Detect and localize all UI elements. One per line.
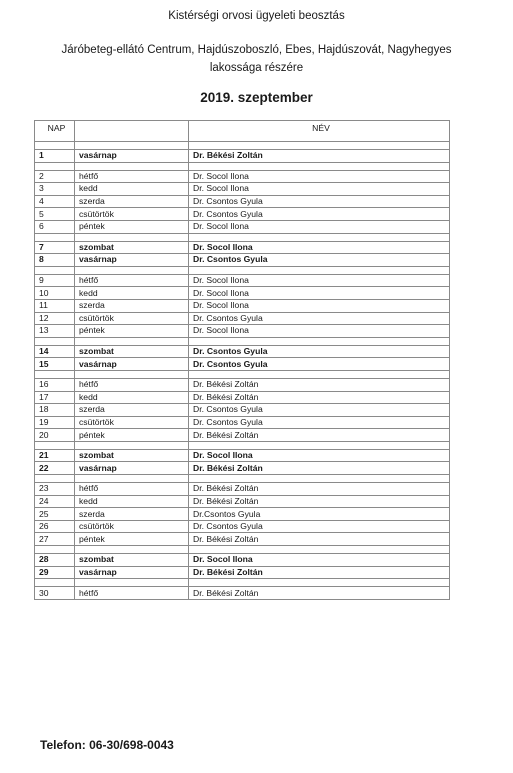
doctor-name-cell: Dr. Socol Ilona	[189, 449, 450, 462]
spacer-cell	[35, 546, 75, 554]
table-row	[35, 520, 450, 533]
day-number-cell: 8	[35, 254, 75, 267]
doctor-name-cell: Dr. Socol Ilona	[189, 183, 450, 196]
weekday-cell: vasárnap	[75, 462, 189, 475]
table-row	[35, 378, 450, 391]
day-number-cell: 2	[35, 170, 75, 183]
spacer-cell	[189, 142, 450, 150]
doctor-name-cell: Dr. Csontos Gyula	[189, 254, 450, 267]
weekday-cell: vasárnap	[75, 150, 189, 163]
spacer-cell	[35, 266, 75, 274]
spacer-cell	[35, 579, 75, 587]
day-number-cell: 17	[35, 391, 75, 404]
day-number-cell: 21	[35, 449, 75, 462]
spacer-row	[35, 142, 450, 150]
day-number-cell: 26	[35, 520, 75, 533]
doctor-name-cell: Dr. Csontos Gyula	[189, 195, 450, 208]
doctor-name-cell: Dr. Socol Ilona	[189, 241, 450, 254]
spacer-cell	[189, 337, 450, 345]
spacer-cell	[75, 579, 189, 587]
day-number-cell: 11	[35, 299, 75, 312]
table-row	[35, 254, 450, 267]
table-row	[35, 299, 450, 312]
table-row	[35, 429, 450, 442]
day-number-cell: 5	[35, 208, 75, 221]
day-number-cell: 24	[35, 495, 75, 508]
column-header-nev: NÉV	[189, 121, 450, 142]
spacer-cell	[35, 370, 75, 378]
weekday-cell: csütörtök	[75, 312, 189, 325]
weekday-cell: csütörtök	[75, 416, 189, 429]
weekday-cell: vasárnap	[75, 566, 189, 579]
table-row	[35, 554, 450, 567]
phone-number: Telefon: 06-30/698-0043	[40, 738, 174, 752]
doctor-name-cell: Dr. Socol Ilona	[189, 287, 450, 300]
table-row	[35, 183, 450, 196]
doctor-name-cell: Dr. Békési Zoltán	[189, 429, 450, 442]
doctor-name-cell: Dr. Csontos Gyula	[189, 345, 450, 358]
table-row	[35, 449, 450, 462]
weekday-cell: hétfő	[75, 483, 189, 496]
doctor-name-cell: Dr. Csontos Gyula	[189, 520, 450, 533]
table-body	[35, 142, 450, 600]
day-number-cell: 6	[35, 220, 75, 233]
spacer-cell	[35, 142, 75, 150]
doctor-name-cell: Dr. Békési Zoltán	[189, 587, 450, 600]
table-row	[35, 345, 450, 358]
spacer-cell	[75, 475, 189, 483]
day-number-cell: 22	[35, 462, 75, 475]
spacer-cell	[75, 142, 189, 150]
weekday-cell: kedd	[75, 287, 189, 300]
weekday-cell: hétfő	[75, 378, 189, 391]
institution-line: Járóbeteg-ellátó Centrum, Hajdúszoboszló, Ebes, Hajdúszovát, Nagyhegyes	[61, 44, 452, 56]
spacer-cell	[189, 233, 450, 241]
day-number-cell: 23	[35, 483, 75, 496]
table-row	[35, 170, 450, 183]
doctor-name-cell: Dr. Békési Zoltán	[189, 483, 450, 496]
table-row	[35, 462, 450, 475]
weekday-cell: szombat	[75, 345, 189, 358]
spacer-row	[35, 441, 450, 449]
table-row	[35, 220, 450, 233]
day-number-cell: 10	[35, 287, 75, 300]
spacer-row	[35, 337, 450, 345]
weekday-cell: hétfő	[75, 274, 189, 287]
doctor-name-cell: Dr. Békési Zoltán	[189, 150, 450, 163]
doctor-name-cell: Dr. Békési Zoltán	[189, 495, 450, 508]
table-row	[35, 566, 450, 579]
spacer-cell	[189, 266, 450, 274]
table-row	[35, 150, 450, 163]
doctor-name-cell: Dr. Csontos Gyula	[189, 404, 450, 417]
table-row	[35, 358, 450, 371]
document-title: Kistérségi orvosi ügyeleti beosztás	[168, 10, 345, 22]
spacer-cell	[75, 162, 189, 170]
doctor-name-cell: Dr. Békési Zoltán	[189, 391, 450, 404]
weekday-cell: péntek	[75, 429, 189, 442]
table-row	[35, 533, 450, 546]
day-number-cell: 9	[35, 274, 75, 287]
day-number-cell: 4	[35, 195, 75, 208]
spacer-cell	[189, 162, 450, 170]
spacer-cell	[189, 475, 450, 483]
spacer-row	[35, 370, 450, 378]
day-number-cell: 12	[35, 312, 75, 325]
spacer-row	[35, 546, 450, 554]
spacer-cell	[75, 370, 189, 378]
doctor-name-cell: Dr. Békési Zoltán	[189, 533, 450, 546]
table-row	[35, 195, 450, 208]
duty-schedule-table	[34, 120, 450, 600]
spacer-cell	[35, 337, 75, 345]
table-row	[35, 416, 450, 429]
doctor-name-cell: Dr. Csontos Gyula	[189, 208, 450, 221]
doctor-name-cell: Dr. Socol Ilona	[189, 170, 450, 183]
doctor-name-cell: Dr. Socol Ilona	[189, 220, 450, 233]
weekday-cell: szerda	[75, 195, 189, 208]
column-header-day	[75, 121, 189, 142]
spacer-cell	[35, 475, 75, 483]
table-row	[35, 587, 450, 600]
spacer-row	[35, 475, 450, 483]
weekday-cell: péntek	[75, 533, 189, 546]
spacer-cell	[75, 546, 189, 554]
day-number-cell: 7	[35, 241, 75, 254]
institution-line-2: lakossága részére	[209, 62, 304, 74]
weekday-cell: kedd	[75, 495, 189, 508]
column-header-nap: NAP	[35, 121, 75, 142]
month-heading: 2019. szeptember	[200, 90, 313, 105]
spacer-cell	[189, 546, 450, 554]
doctor-name-cell: Dr. Socol Ilona	[189, 299, 450, 312]
weekday-cell: kedd	[75, 391, 189, 404]
weekday-cell: szerda	[75, 404, 189, 417]
table-row	[35, 325, 450, 338]
table-row	[35, 287, 450, 300]
table-row	[35, 404, 450, 417]
day-number-cell: 16	[35, 378, 75, 391]
day-number-cell: 20	[35, 429, 75, 442]
doctor-name-cell: Dr. Békési Zoltán	[189, 378, 450, 391]
day-number-cell: 1	[35, 150, 75, 163]
weekday-cell: szerda	[75, 299, 189, 312]
table-row	[35, 508, 450, 521]
doctor-name-cell: Dr. Csontos Gyula	[189, 416, 450, 429]
spacer-row	[35, 162, 450, 170]
spacer-cell	[75, 337, 189, 345]
weekday-cell: szombat	[75, 241, 189, 254]
day-number-cell: 27	[35, 533, 75, 546]
table-row	[35, 241, 450, 254]
weekday-cell: péntek	[75, 220, 189, 233]
day-number-cell: 13	[35, 325, 75, 338]
weekday-cell: vasárnap	[75, 254, 189, 267]
doctor-name-cell: Dr. Socol Ilona	[189, 325, 450, 338]
doctor-name-cell: Dr.Csontos Gyula	[189, 508, 450, 521]
weekday-cell: csütörtök	[75, 520, 189, 533]
weekday-cell: vasárnap	[75, 358, 189, 371]
spacer-cell	[75, 266, 189, 274]
weekday-cell: kedd	[75, 183, 189, 196]
doctor-name-cell: Dr. Békési Zoltán	[189, 566, 450, 579]
doctor-name-cell: Dr. Békési Zoltán	[189, 462, 450, 475]
weekday-cell: péntek	[75, 325, 189, 338]
spacer-row	[35, 266, 450, 274]
table-row	[35, 274, 450, 287]
doctor-name-cell: Dr. Csontos Gyula	[189, 358, 450, 371]
table-row	[35, 483, 450, 496]
day-number-cell: 25	[35, 508, 75, 521]
table-row	[35, 312, 450, 325]
table-row	[35, 208, 450, 221]
weekday-cell: szerda	[75, 508, 189, 521]
spacer-cell	[75, 233, 189, 241]
spacer-row	[35, 233, 450, 241]
weekday-cell: szombat	[75, 449, 189, 462]
weekday-cell: hétfő	[75, 170, 189, 183]
doctor-name-cell: Dr. Csontos Gyula	[189, 312, 450, 325]
day-number-cell: 14	[35, 345, 75, 358]
doctor-name-cell: Dr. Socol Ilona	[189, 554, 450, 567]
day-number-cell: 29	[35, 566, 75, 579]
doctor-name-cell: Dr. Socol Ilona	[189, 274, 450, 287]
table-header-row	[35, 121, 450, 142]
day-number-cell: 18	[35, 404, 75, 417]
spacer-cell	[35, 162, 75, 170]
weekday-cell: csütörtök	[75, 208, 189, 221]
spacer-cell	[189, 579, 450, 587]
spacer-cell	[189, 441, 450, 449]
spacer-row	[35, 579, 450, 587]
weekday-cell: szombat	[75, 554, 189, 567]
table-row	[35, 495, 450, 508]
spacer-cell	[35, 233, 75, 241]
table-row	[35, 391, 450, 404]
spacer-cell	[75, 441, 189, 449]
day-number-cell: 15	[35, 358, 75, 371]
spacer-cell	[35, 441, 75, 449]
weekday-cell: hétfő	[75, 587, 189, 600]
day-number-cell: 19	[35, 416, 75, 429]
day-number-cell: 30	[35, 587, 75, 600]
day-number-cell: 3	[35, 183, 75, 196]
day-number-cell: 28	[35, 554, 75, 567]
spacer-cell	[189, 370, 450, 378]
